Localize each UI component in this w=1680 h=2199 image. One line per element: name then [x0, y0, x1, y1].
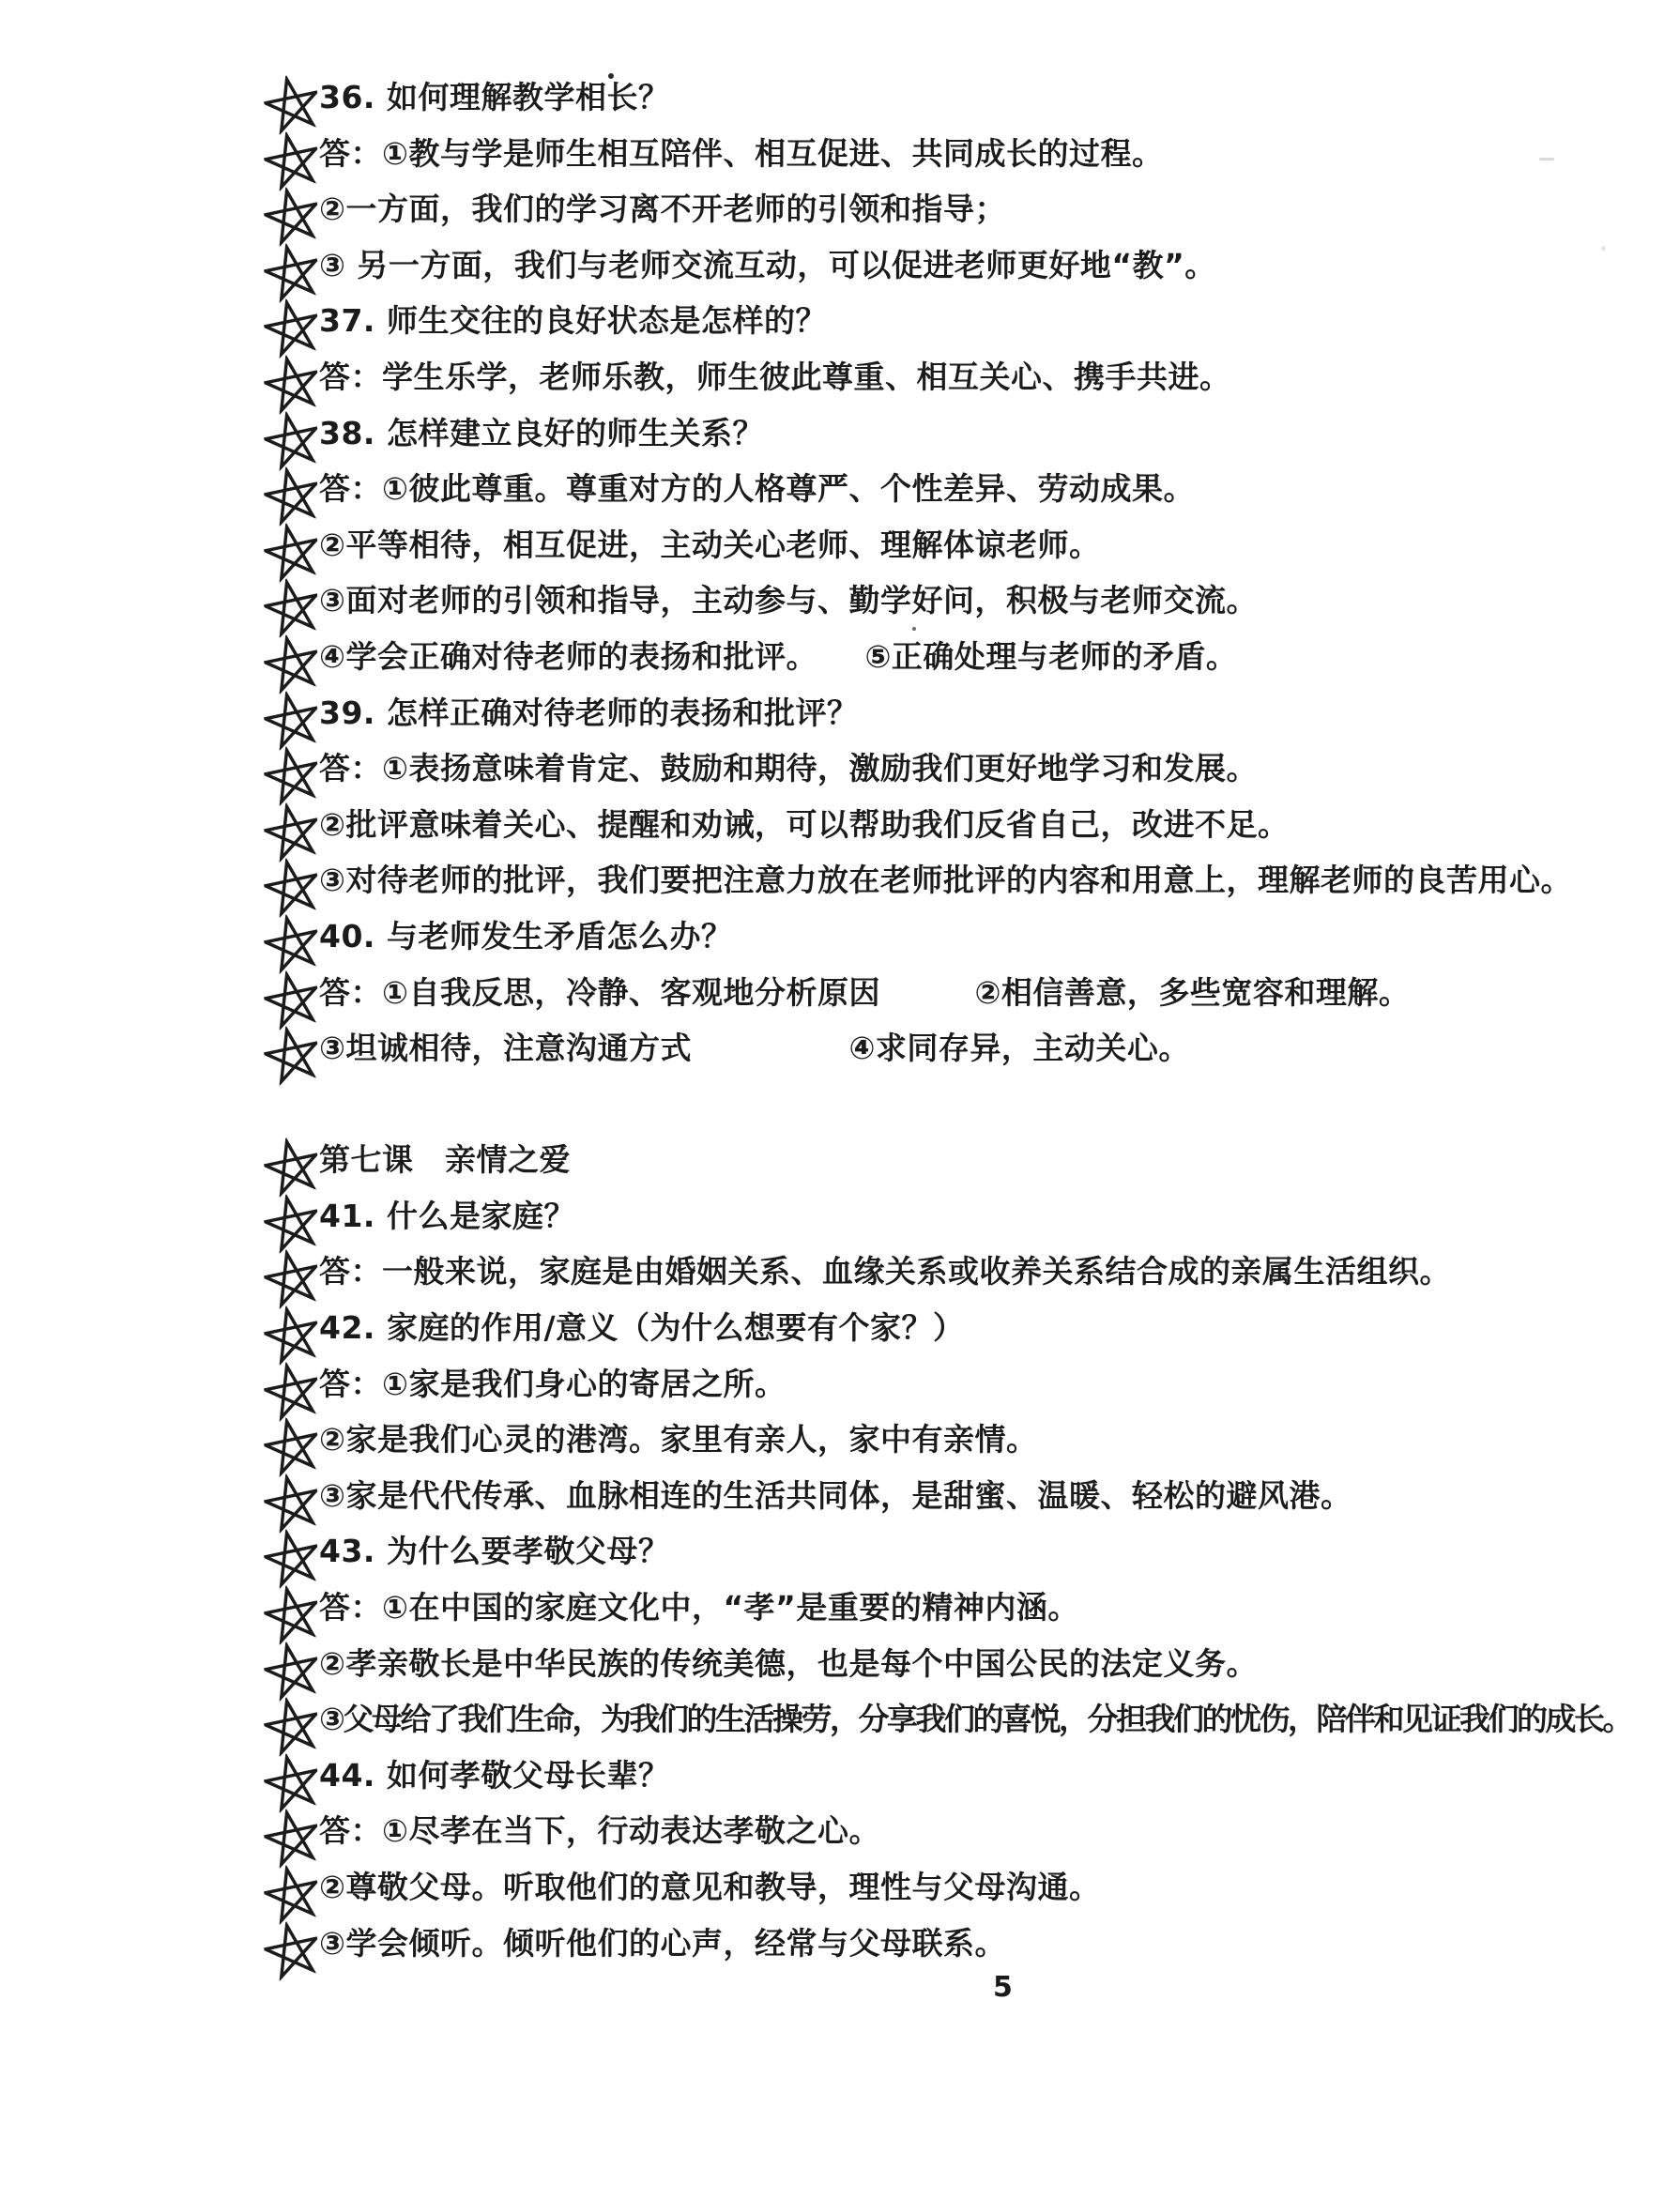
star-icon: [265, 523, 319, 579]
star-icon: [265, 1865, 319, 1921]
text-line: [319, 405, 1680, 462]
star-icon: [265, 1026, 319, 1082]
text-line: [319, 349, 1680, 405]
star-icon: [265, 746, 319, 802]
text-line: [319, 965, 1680, 1021]
text-line: [319, 1356, 1680, 1413]
scan-artifact-speck: [1601, 246, 1606, 251]
text-line-content: ②家是我们心灵的港湾。家里有亲人，家中有亲情。: [319, 1421, 1038, 1458]
star-icon: [265, 1642, 319, 1698]
text-line: [319, 1412, 1680, 1468]
star-icon: [265, 1249, 319, 1306]
star-icon: [265, 466, 319, 523]
star-icon: [265, 243, 319, 299]
text-line: [319, 461, 1680, 517]
text-line: [319, 126, 1680, 182]
star-icon: [265, 1417, 319, 1474]
star-icon: [265, 1362, 319, 1418]
text-line: [319, 741, 1680, 797]
text-line-content: ③对待老师的批评，我们要把注意力放在老师批评的内容和用意上，理解老师的良苦用心。: [319, 862, 1572, 899]
text-line-content: ④学会正确对待老师的表扬和批评。 ⑤正确处理与老师的矛盾。: [319, 637, 1238, 675]
star-icon: [265, 578, 319, 634]
star-icon: [265, 802, 319, 859]
star-icon: [265, 1697, 319, 1753]
text-line-content: ③坦诚相待，注意沟通方式 ④求同存异，主动关心。: [319, 1030, 1190, 1067]
text-line-content: 答：①在中国的家庭文化中，“孝”是重要的精神内涵。: [319, 1589, 1079, 1626]
text-line-content: 44. 如何孝敬父母长辈？: [319, 1756, 670, 1794]
text-line-content: 41. 什么是家庭？: [319, 1197, 575, 1234]
scan-artifact-dash: [1539, 158, 1554, 160]
text-line: [319, 1523, 1680, 1580]
scan-artifact-dot: [608, 73, 614, 79]
star-icon: [265, 914, 319, 970]
text-line-content: 答：①家是我们身心的寄居之所。: [319, 1365, 787, 1402]
text-line-content: ②一方面，我们的学习离不开老师的引领和指导；: [319, 191, 1006, 228]
text-line-content: 答：一般来说，家庭是由婚姻关系、血缘关系或收养关系结合成的亲属生活组织。: [319, 1253, 1451, 1290]
text-line-content: 答：①彼此尊重。尊重对方的人格尊严、个性差异、劳动成果。: [319, 470, 1195, 508]
text-line: [319, 1691, 1680, 1748]
star-icon: [265, 355, 319, 411]
text-line: [319, 1188, 1680, 1245]
text-line: [319, 1468, 1680, 1524]
text-line: [319, 909, 1680, 965]
text-line: [319, 1859, 1680, 1916]
star-icon: [265, 634, 319, 691]
star-icon: [265, 1809, 319, 1865]
star-icon: [265, 1194, 319, 1250]
text-line-content: 43. 为什么要孝敬父母？: [319, 1533, 670, 1570]
text-line-content: 39. 怎样正确对待老师的表扬和批评？: [319, 694, 859, 731]
text-line: [319, 685, 1680, 741]
text-line: [319, 797, 1680, 853]
text-line: [319, 1244, 1680, 1300]
star-icon: [265, 75, 319, 131]
text-line: [319, 69, 1680, 126]
page-number: 5: [993, 1971, 1013, 2004]
text-line: [319, 1132, 1680, 1188]
text-line: [319, 573, 1680, 629]
text-line: [319, 1636, 1680, 1692]
star-icon: [265, 187, 319, 243]
text-line-content: ③家是代代传承、血脉相连的生活共同体，是甜蜜、温暖、轻松的避风港。: [319, 1476, 1352, 1514]
text-line: [319, 629, 1680, 685]
text-line-content: 第七课 亲情之爱: [319, 1141, 571, 1179]
text-line: [319, 181, 1680, 237]
text-line-content: ②尊敬父母。听取他们的意见和教导，理性与父母沟通。: [319, 1869, 1101, 1905]
text-line-content: ②平等相待，相互促进，主动关心老师、理解体谅老师。: [319, 526, 1101, 563]
text-line: [319, 237, 1680, 294]
star-icon: [265, 1306, 319, 1362]
text-line: [319, 1300, 1680, 1356]
text-line-content: 38. 怎样建立良好的师生关系？: [319, 414, 764, 451]
text-line-content: ②批评意味着关心、提醒和劝诫，可以帮助我们反省自己，改进不足。: [319, 805, 1290, 843]
text-line-content: 42. 家庭的作用/意义（为什么想要有个家？）: [319, 1309, 965, 1347]
text-line-content: 37. 师生交往的良好状态是怎样的？: [319, 302, 827, 340]
text-line: [319, 1916, 1680, 1972]
text-line-content: 36. 如何理解教学相长？: [319, 79, 670, 115]
text-line: [319, 1020, 1680, 1077]
star-icon: [265, 1529, 319, 1585]
star-icon: [265, 298, 319, 355]
text-line: [319, 293, 1680, 349]
text-line-content: ③学会倾听。倾听他们的心声，经常与父母联系。: [319, 1924, 1006, 1962]
text-line: [319, 1580, 1680, 1636]
text-line-content: ③父母给了我们生命，为我们的生活操劳，分享我们的喜悦，分担我们的忧伤，陪伴和见证我们的成长。: [319, 1701, 1631, 1738]
text-line: [319, 517, 1680, 573]
text-line: [319, 852, 1680, 909]
text-line-content: 答：①教与学是师生相互陪伴、相互促进、共同成长的过程。: [319, 134, 1164, 172]
star-icon: [265, 1474, 319, 1530]
text-line-content: 答：学生乐学，老师乐教，师生彼此尊重、相互关心、携手共进。: [319, 358, 1231, 395]
text-block: [319, 69, 1680, 1971]
star-icon: [265, 970, 319, 1027]
text-line-content: ②孝亲敬长是中华民族的传统美德，也是每个中国公民的法定义务。: [319, 1644, 1258, 1682]
star-icon: [265, 411, 319, 467]
text-line-content: ③ 另一方面，我们与老师交流互动，可以促进老师更好地“教”。: [319, 246, 1216, 283]
text-line-content: 答：①自我反思，冷静、客观地分析原因 ②相信善意，多些宽容和理解。: [319, 973, 1411, 1011]
star-icon: [265, 691, 319, 747]
star-icon: [265, 1921, 319, 1978]
text-line: [319, 1748, 1680, 1804]
star-icon: [265, 1753, 319, 1810]
scan-artifact-dot: [912, 627, 916, 631]
star-icon: [265, 1585, 319, 1642]
text-line-content: 答：①尽孝在当下，行动表达孝敬之心。: [319, 1812, 880, 1850]
star-icon: [265, 858, 319, 914]
text-line-content: 答：①表扬意味着肯定、鼓励和期待，激励我们更好地学习和发展。: [319, 750, 1258, 787]
text-line: [319, 1803, 1680, 1859]
text-line-content: 40. 与老师发生矛盾怎么办？: [319, 917, 733, 954]
star-icon: [265, 131, 319, 188]
text-line-content: ③面对老师的引领和指导，主动参与、勤学好问，积极与老师交流。: [319, 582, 1258, 619]
star-icon: [265, 1138, 319, 1194]
